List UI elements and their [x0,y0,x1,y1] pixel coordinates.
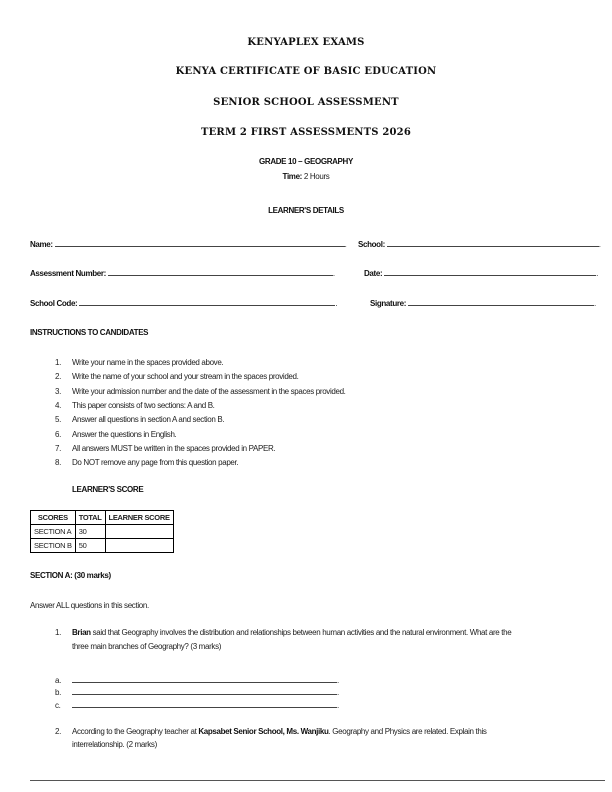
date-label: Date: [364,269,383,278]
score-table-header [31,511,174,525]
section-a-instruction: Answer ALL questions in this section. [30,601,149,610]
name-label: Name: [30,240,53,249]
section-a-title: SECTION A: (30 marks) [30,571,111,580]
q1-text [72,628,511,637]
q1-text-line1: said that Geography involves the distribution and relationships between human activities and the natural environment. What are the [90,628,512,637]
learner-score-title: LEARNER'S SCORE [72,485,144,494]
q2-text-a: According to the Geography teacher at [72,727,199,736]
time-label: Time: [282,172,302,181]
instruction-number: 2. [55,372,61,382]
q2-text [72,727,487,736]
signature-label: Signature: [370,299,407,308]
answer-line-c[interactable]: c. . [55,701,339,710]
grade-subject: GRADE 10 – GEOGRAPHY [259,157,353,166]
school-field[interactable]: School: . [358,240,601,249]
signature-field[interactable]: Signature: . [370,299,596,308]
q2-school-teacher: Kapsabet Senior School, Ms. Wanjiku [198,727,329,736]
instruction-item: Write your admission number and the date of the assessment in the spaces provided. [72,386,346,396]
instruction-number: 4. [55,400,61,410]
instruction-number: 7. [55,443,61,453]
answer-label: a. [55,676,61,685]
total-cell: 30 [75,525,105,539]
instruction-number: 5. [55,415,61,425]
answer-label: c. [55,701,61,710]
assessment-number-field[interactable]: Assessment Number: . [30,269,335,278]
instruction-item: Write your name in the spaces provided above. [72,358,224,367]
publisher-title: KENYAPLEX EXAMS [247,37,365,48]
header-learner-score: LEARNER SCORE [105,511,173,525]
term-title: TERM 2 FIRST ASSESSMENTS 2026 [200,127,412,138]
section-cell: SECTION B [31,539,76,553]
certificate-title: KENYA CERTIFICATE OF BASIC EDUCATION [175,66,437,77]
q2-text-b: . Geography and Physics are related. Explain this [328,727,487,736]
instructions-title: INSTRUCTIONS TO CANDIDATES [30,328,149,337]
instruction-item: All answers MUST be written in the spaces provided in PAPER. [72,443,276,453]
score-table [30,510,174,553]
learner-score-cell[interactable] [105,539,173,553]
header-scores: SCORES [31,511,76,525]
header-total: TOTAL [75,511,105,525]
school-code-field[interactable]: School Code: . [30,299,338,308]
name-field[interactable]: Name: . [30,240,347,249]
exam-time [0,172,612,181]
q1-number: 1. [55,628,61,637]
instruction-item: This paper consists of two sections: A and B. [72,400,215,410]
instruction-item: Answer the questions in English. [72,429,177,439]
instruction-item: Write the name of your school and your stream in the spaces provided. [72,372,299,382]
section-cell: SECTION A [31,525,76,539]
assessment-number-label: Assessment Number: [30,269,106,278]
q1-name: Brian [72,628,91,637]
learner-score-cell[interactable] [105,525,173,539]
answer-label: b. [55,688,61,697]
total-cell: 50 [75,539,105,553]
instruction-number: 6. [55,429,61,439]
instruction-item: Do NOT remove any page from this question paper. [72,458,239,468]
instruction-number: 8. [55,458,61,468]
q2-number: 2. [55,727,61,736]
learner-details-title: LEARNER'S DETAILS [268,206,344,215]
q2-text-line2: interrelationship. (2 marks) [72,740,157,749]
assessment-title: SENIOR SCHOOL ASSESSMENT [213,97,399,108]
school-label: School: [358,240,385,249]
instruction-number: 3. [55,386,61,396]
q1-text-line2: three main branches of Geography? (3 marks) [72,642,222,651]
time-value: 2 Hours [303,172,330,181]
instruction-number: 1. [55,358,61,367]
date-field[interactable]: Date: . [364,269,599,278]
table-row [31,525,174,539]
school-code-label: School Code: [30,299,78,308]
table-row [31,539,174,553]
answer-line-q2[interactable] [30,780,605,781]
answer-line-a[interactable]: a. . [55,676,339,685]
instruction-item: Answer all questions in section A and section B. [72,415,225,425]
answer-line-b[interactable]: b. . [55,688,339,697]
